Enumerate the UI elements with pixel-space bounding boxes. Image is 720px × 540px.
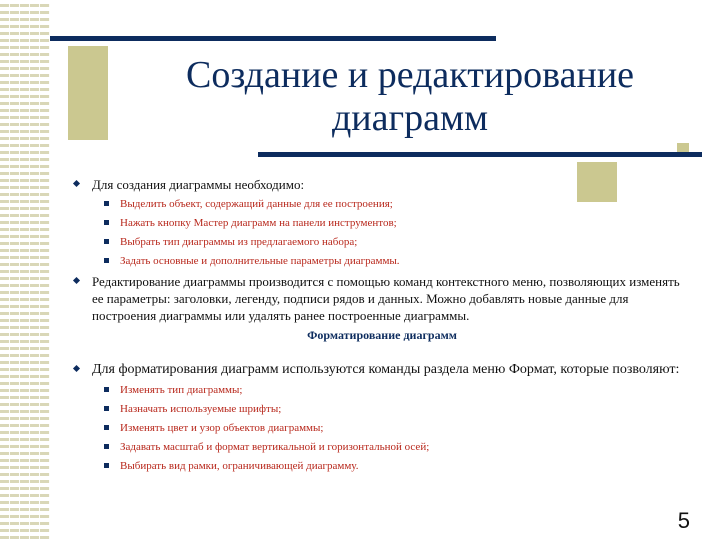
list-item: Назначать используемые шрифты; bbox=[72, 402, 692, 416]
bullet-format-intro: Для форматирования диаграмм используются команды раздела меню Формат, которые позволяют: bbox=[72, 361, 692, 379]
bullet-edit-paragraph: Редактирование диаграммы производится с помощью команд контекстного меню, позволяющих изменять ее параметры: заголовки, легенду, подписи рядов и данных. Можно добавлять новые данные для построения диаграммы или удалять ранее построенные диаграммы. bbox=[72, 273, 692, 324]
slide-content bbox=[72, 176, 692, 478]
list-item: Задать основные и дополнительные параметры диаграммы. bbox=[72, 254, 692, 268]
list-item: Нажать кнопку Мастер диаграмм на панели инструментов; bbox=[72, 216, 692, 230]
format-heading: Форматирование диаграмм bbox=[307, 328, 457, 342]
page-number: 5 bbox=[677, 508, 690, 533]
list-item: Выбирать вид рамки, ограничивающей диаграмму. bbox=[72, 459, 692, 473]
title-line-1: Создание и редактирование bbox=[185, 54, 635, 96]
list-item: Изменять цвет и узор объектов диаграммы; bbox=[72, 421, 692, 435]
title-line-2: диаграмм bbox=[331, 97, 489, 139]
list-item: Изменять тип диаграммы; bbox=[72, 383, 692, 397]
list-item: Задавать масштаб и формат вертикальной и горизонтальной осей; bbox=[72, 440, 692, 454]
create-steps-list bbox=[72, 197, 692, 268]
format-actions-list bbox=[72, 383, 692, 473]
bullet-create-intro: Для создания диаграммы необходимо: bbox=[72, 176, 692, 193]
title-bottom-rule bbox=[258, 152, 702, 157]
slide-title bbox=[110, 54, 710, 140]
list-item: Выделить объект, содержащий данные для ее построения; bbox=[72, 197, 692, 211]
decorative-square-left bbox=[68, 46, 108, 140]
title-top-rule bbox=[50, 36, 496, 41]
list-item: Выбрать тип диаграммы из предлагаемого набора; bbox=[72, 235, 692, 249]
left-band-grid bbox=[0, 0, 50, 540]
